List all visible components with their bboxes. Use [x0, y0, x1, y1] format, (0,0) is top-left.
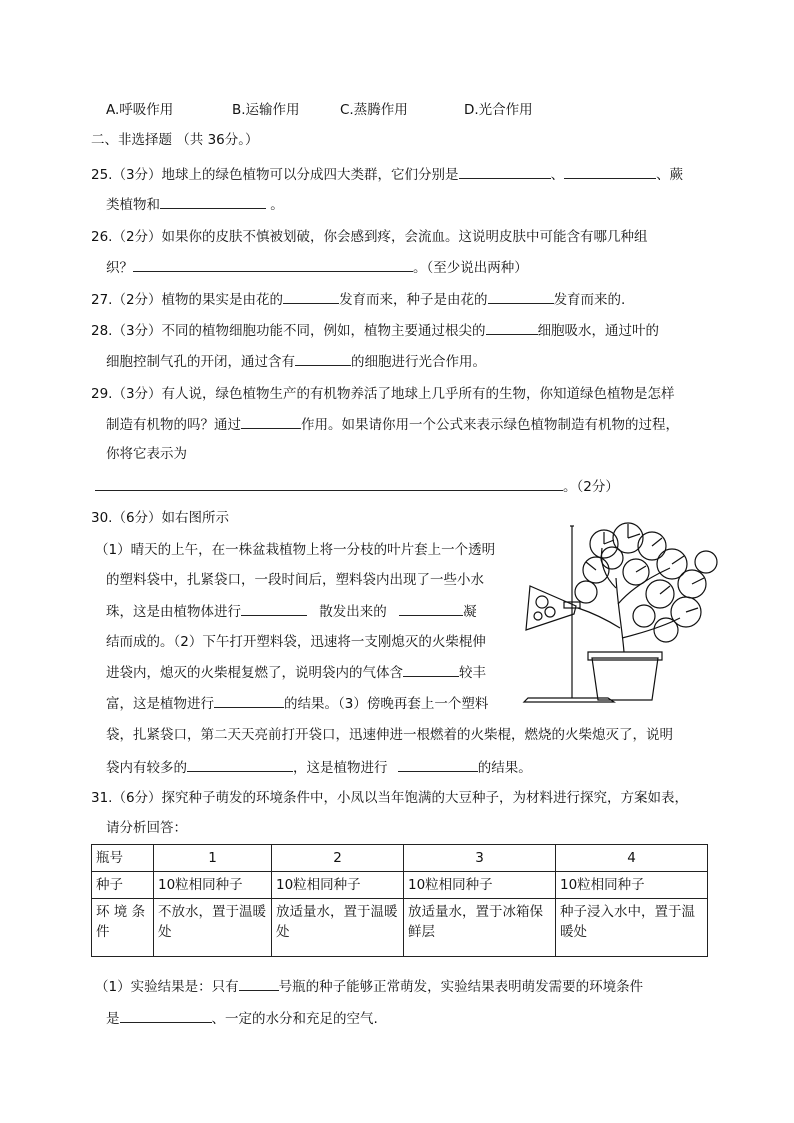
q30-blank-4[interactable]: [214, 693, 284, 708]
q30-blank-1[interactable]: [241, 601, 307, 616]
q31-blank-2[interactable]: [120, 1008, 212, 1023]
q30-l5: [106, 662, 486, 683]
q28-line1: [91, 320, 659, 341]
q30-l4: 结而成的。（2）下午打开塑料袋，迅速将一支刚熄灭的火柴棍伸: [106, 634, 486, 650]
table-cell: 1: [154, 845, 272, 872]
q30-blank-3[interactable]: [403, 662, 459, 677]
table-cell: 种子浸入水中，置于温暖处: [556, 899, 708, 957]
q26-end: 。（至少说出两种）: [413, 260, 528, 276]
table-cell: 种子: [92, 872, 154, 899]
q27-end: 发育而来的.: [553, 292, 626, 308]
q26-line1: 26.（2分）如果你的皮肤不慎被划破，你会感到疼，会流血。这说明皮肤中可能含有哪几种组: [91, 229, 648, 245]
q30-l8b: ，这是植物进行: [293, 760, 388, 776]
q28-blank-2[interactable]: [295, 351, 351, 366]
q30-l2: 的塑料袋中，扎紧袋口，一段时间后，塑料袋内出现了一些小水: [106, 572, 484, 588]
table-cell: 10粒相同种子: [272, 872, 404, 899]
table-cell: 不放水，置于温暖处: [154, 899, 272, 957]
q31-answer1: [95, 976, 643, 997]
q29-end: 。（2分）: [563, 479, 619, 495]
q25-blank-3[interactable]: [160, 194, 266, 209]
experiment-table: [91, 844, 708, 957]
q29-line1: 29.（3分）有人说，绿色植物生产的有机物养活了地球上几乎所有的生物，你知道绿色植物是怎样: [91, 386, 675, 402]
table-row: [92, 872, 708, 899]
q31-a2a: 是: [106, 1011, 120, 1027]
q30-blank-2[interactable]: [399, 601, 463, 616]
q25-line2: [106, 194, 284, 215]
q29-blank-2[interactable]: [95, 476, 563, 491]
table-cell: 瓶号: [92, 845, 154, 872]
q29-blank-1[interactable]: [241, 414, 301, 429]
q31-line2: 请分析回答：: [106, 820, 187, 836]
q30-l6a: 富，这是植物进行: [106, 696, 214, 712]
q30-l5b: 较丰: [459, 665, 486, 681]
q29-text2b: 作用。如果请你用一个公式来表示绿色植物制造有机物的过程，: [301, 417, 679, 433]
q28-line2: [106, 351, 486, 372]
q30-l3a: 珠，这是由植物体进行: [106, 604, 241, 620]
q31-a2b: 、一定的水分和充足的空气.: [211, 1011, 378, 1027]
q25-text2: 类植物和: [106, 197, 160, 213]
q30-l1: （1）晴天的上午，在一株盆栽植物上将一分枝的叶片套上一个透明: [95, 542, 496, 558]
table-cell: 10粒相同种子: [556, 872, 708, 899]
q25-end: 。: [270, 197, 284, 213]
table-row: [92, 845, 708, 872]
potted-plant-figure: [520, 518, 726, 706]
q27-blank-2[interactable]: [488, 289, 554, 304]
q31-blank-1[interactable]: [239, 976, 279, 991]
q26-blank[interactable]: [133, 257, 413, 272]
q29-line3: 你将它表示为: [106, 446, 187, 462]
q30-l5a: 进袋内，熄灭的火柴棍复燃了，说明袋内的气体含: [106, 665, 403, 681]
table-cell: 放适量水，置于温暖处: [272, 899, 404, 957]
q30-blank-5[interactable]: [187, 757, 293, 772]
q29-line4: [95, 476, 619, 497]
option-c: C.蒸腾作用: [340, 102, 408, 118]
q30-l7: 袋，扎紧袋口，第二天天亮前打开袋口，迅速伸进一根燃着的火柴棍，燃烧的火柴熄灭了，说明: [106, 727, 673, 743]
q30-l6: [106, 693, 488, 714]
q28-mid: 细胞吸水，通过叶的: [537, 323, 660, 339]
q29-line2: [106, 414, 679, 435]
q26-line2: [106, 257, 528, 278]
option-b: B.运输作用: [232, 102, 300, 118]
section-heading: 二、非选择题 （共 36分。）: [91, 132, 259, 148]
q30-title: 30.（6分）如右图所示: [91, 510, 230, 526]
q25-line1: [91, 164, 683, 185]
q25-sep1: 、: [550, 167, 565, 183]
q27-mid: 发育而来，种子是由花的: [339, 292, 488, 308]
table-cell: 放适量水，置于冰箱保鲜层: [404, 899, 556, 957]
table-cell: 2: [272, 845, 404, 872]
table-cell: 环 境 条 件: [92, 899, 154, 957]
q30-l8c: 的结果。: [477, 760, 532, 776]
table-cell: 4: [556, 845, 708, 872]
q27-blank-1[interactable]: [283, 289, 339, 304]
q25-text: 25.（3分）地球上的绿色植物可以分成四大类群，它们分别是: [91, 167, 459, 183]
q31-line1: 31.（6分）探究种子萌发的环境条件中，小凤以当年饱满的大豆种子，为材料进行探究，方案如表，: [91, 790, 689, 806]
q29-text2a: 制造有机物的吗？通过: [106, 417, 241, 433]
option-a: A.呼吸作用: [106, 102, 174, 118]
q28-text2: 细胞控制气孔的开闭，通过含有: [106, 354, 295, 370]
q30-l3c: 凝: [463, 604, 477, 620]
table-cell: 10粒相同种子: [404, 872, 556, 899]
q27-text: 27.（2分）植物的果实是由花的: [91, 292, 284, 308]
q30-l8: [106, 757, 532, 778]
option-d: D.光合作用: [464, 102, 533, 118]
q25-blank-2[interactable]: [564, 164, 656, 179]
q30-l8a: 袋内有较多的: [106, 760, 187, 776]
q30-l3: [106, 601, 477, 622]
q26-text2: 织？: [106, 260, 133, 276]
table-cell: 3: [404, 845, 556, 872]
q25-blank-1[interactable]: [459, 164, 551, 179]
q28-end: 的细胞进行光合作用。: [351, 354, 486, 370]
q28-text: 28.（3分）不同的植物细胞功能不同，例如，植物主要通过根尖的: [91, 323, 486, 339]
q31-a1a: （1）实验结果是：只有: [95, 979, 239, 995]
q30-l6b: 的结果。（3）傍晚再套上一个塑料: [284, 696, 489, 712]
q30-l3b: 散发出来的: [319, 604, 387, 620]
q28-blank-1[interactable]: [486, 320, 538, 335]
table-cell: 10粒相同种子: [154, 872, 272, 899]
q31-answer2: [106, 1008, 378, 1029]
q31-a1b: 号瓶的种子能够正常萌发，实验结果表明萌发需要的环境条件: [278, 979, 644, 995]
q30-blank-6[interactable]: [398, 757, 478, 772]
table-row: [92, 899, 708, 957]
q27-line: [91, 289, 625, 310]
q25-sep2: 、蕨: [656, 167, 684, 183]
